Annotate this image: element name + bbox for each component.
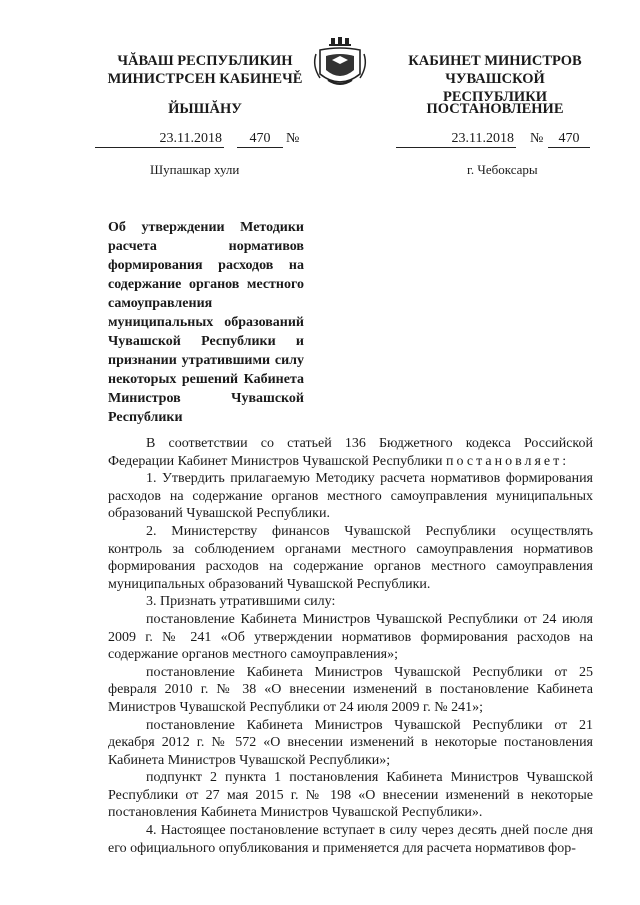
left-number: 470 (237, 131, 283, 148)
document-body (108, 435, 593, 857)
paragraph-4: 4. Настоящее постановление вступает в силу через десять дней после дня его официального опубликования и применяется для расчета нормативов фор- (108, 823, 593, 856)
header-left-line2: МИНИСТРСЕН КАБИНЕЧĚ (107, 71, 303, 87)
paragraph-3: 3. Признать утратившими силу: (146, 594, 336, 610)
paragraph-3a: постановление Кабинета Министров Чувашской Республики от 24 июля 2009 г. № 241 «Об утверждении нормативов формирования расходов на содержание органов местного самоуправления»; (108, 611, 593, 663)
document-title: Об утверждении Методики расчета нормативов формирования расходов на содержание органов местного самоуправления муниципальных образований Чувашской Республики и признании утратившими силу некоторых решений Кабинета Министров Чувашской Республики (108, 220, 304, 425)
header-left (90, 52, 320, 88)
header-right-line2: ЧУВАШСКОЙ РЕСПУБЛИКИ (442, 71, 548, 105)
header-right (395, 52, 595, 106)
header-left-line1: ЧĂВАШ РЕСПУБЛИКИН (117, 53, 293, 69)
left-number-sign: № (286, 131, 300, 146)
paragraph-1: 1. Утвердить прилагаемую Методику расчета нормативов формирования расходов на содержание органов местного самоуправления муниципальных образований Чувашской Республики. (108, 471, 593, 522)
place-left: Шупашкар хули (150, 162, 240, 177)
chuvash-emblem-icon (310, 36, 370, 96)
header-right-line1: КАБИНЕТ МИНИСТРОВ (408, 53, 582, 69)
left-date: 23.11.2018 (95, 131, 224, 148)
right-number: 470 (548, 131, 590, 148)
right-date: 23.11.2018 (396, 131, 516, 148)
resolves-word: постановляет: (446, 453, 570, 469)
paragraph-2: 2. Министерству финансов Чувашской Республики осуществлять контроль за соблюдением органами местного самоуправления нормативов формирования расходов на содержание органов местного самоуправления муниципальных образований Чувашской Республики. (108, 523, 593, 592)
paragraph-3b: постановление Кабинета Министров Чувашской Республики от 25 февраля 2010 г. № 38 «О внесении изменений в постановление Кабинета Министров Чувашской Республики от 24 июля 2009 г. № 241»; (108, 664, 593, 715)
right-number-sign: № (530, 131, 544, 146)
paragraph-3c: постановление Кабинета Министров Чувашской Республики от 21 декабря 2012 г. № 572 «О внесении изменений в некоторые постановления Кабинета Министров Чувашской Республики»; (108, 717, 593, 768)
intro-paragraph: В соответствии со статьей 136 Бюджетного кодекса Российской Федерации Кабинет Министров Чувашской Республики постановляет: (108, 436, 593, 469)
doctype-left: ЙЫШĂНУ (168, 101, 242, 117)
doctype-right: ПОСТАНОВЛЕНИЕ (426, 101, 564, 117)
paragraph-3d: подпункт 2 пункта 1 постановления Кабинета Министров Чувашской Республики от 27 мая 2015 г. № 198 «О внесении изменений в некоторые постановления Кабинета Министров Чувашской Республики». (108, 770, 593, 821)
place-right: г. Чебоксары (467, 162, 538, 177)
